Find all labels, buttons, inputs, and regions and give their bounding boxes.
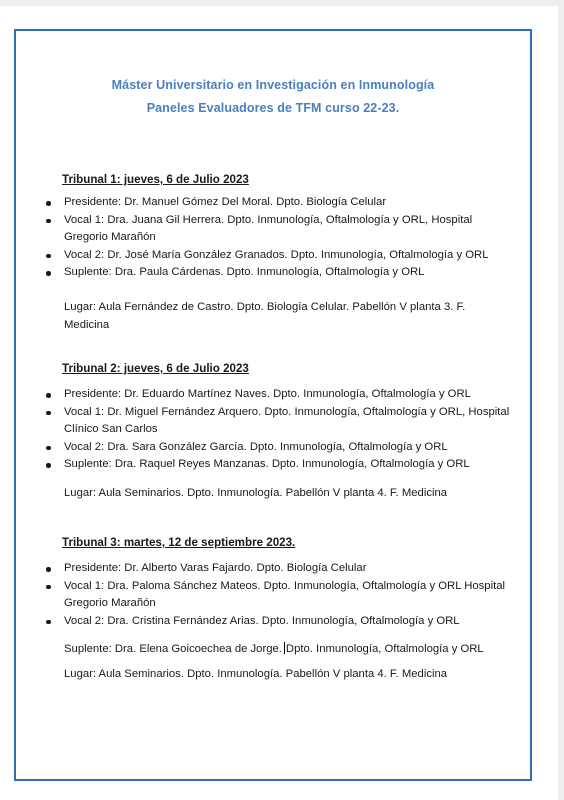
title-block xyxy=(16,74,530,120)
tribunal-1-heading: Tribunal 1: jueves, 6 de Julio 2023 xyxy=(62,173,249,186)
bullet-icon xyxy=(46,620,51,625)
bullet-icon xyxy=(46,567,51,572)
substitute-dept-text: Dpto. Inmunología, Oftalmología y ORL xyxy=(285,643,484,655)
member-text: Vocal 1: Dra. Juana Gil Herrera. Dpto. Inmunología, Oftalmología y ORL, Hospital Gregorio Marañón xyxy=(64,213,473,243)
member-text: Vocal 2: Dra. Sara González García. Dpto. Inmunología, Oftalmología y ORL xyxy=(64,440,448,453)
member-text: Vocal 1: Dr. Miguel Fernández Arquero. Dpto. Inmunología, Oftalmología y ORL, Hospital Clínico San Carlos xyxy=(64,405,510,435)
screen-edge-right xyxy=(558,0,564,800)
bullet-icon xyxy=(46,446,51,451)
substitute-text: Suplente: Dra. Elena Goicoechea de Jorge. xyxy=(64,643,282,655)
list-item xyxy=(16,386,530,404)
member-text: Vocal 1: Dra. Paloma Sánchez Mateos. Dpto. Inmunología, Oftalmología y ORL Hospital Gregorio Marañón xyxy=(64,579,506,609)
bullet-icon xyxy=(46,271,51,276)
tribunal-3-members xyxy=(16,560,530,630)
bullet-icon xyxy=(46,585,51,590)
bullet-icon xyxy=(46,219,51,224)
member-text: Suplente: Dra. Raquel Reyes Manzanas. Dpto. Inmunología, Oftalmología y ORL xyxy=(64,458,470,470)
member-text: Presidente: Dr. Manuel Gómez Del Moral. Dpto. Biología Celular xyxy=(64,196,387,208)
tribunal-2-location: Lugar: Aula Seminarios. Dpto. Inmunología. Pabellón V planta 4. F. Medicina xyxy=(64,487,448,499)
member-text: Presidente: Dr. Eduardo Martínez Naves. Dpto. Inmunología, Oftalmología y ORL xyxy=(64,388,471,400)
member-text: Suplente: Dra. Paula Cárdenas. Dpto. Inmunología, Oftalmología y ORL xyxy=(64,266,425,278)
member-text: Vocal 2: Dra. Cristina Fernández Arias. Dpto. Inmunología, Oftalmología y ORL xyxy=(64,614,460,627)
tribunal-3-substitute[interactable] xyxy=(64,641,512,659)
list-item xyxy=(16,264,530,282)
list-item xyxy=(16,578,530,613)
bullet-icon xyxy=(46,393,51,398)
screen-edge xyxy=(0,0,564,6)
tribunal-1-members xyxy=(16,194,530,282)
member-text: Presidente: Dr. Alberto Varas Fajardo. Dpto. Biología Celular xyxy=(64,562,367,574)
document-page xyxy=(14,29,532,781)
list-item xyxy=(16,560,530,578)
document-title-line2: Paneles Evaluadores de TFM curso 22-23. xyxy=(146,101,400,115)
bullet-icon xyxy=(46,254,51,259)
tribunal-1-location: Lugar: Aula Fernández de Castro. Dpto. Biología Celular. Pabellón V planta 3. F. Medicina xyxy=(64,301,466,331)
list-item xyxy=(16,194,530,212)
bullet-icon xyxy=(46,463,51,468)
list-item xyxy=(16,247,530,265)
tribunal-3-location: Lugar: Aula Seminarios. Dpto. Inmunología. Pabellón V planta 4. F. Medicina xyxy=(64,668,448,680)
bullet-icon xyxy=(46,201,51,206)
tribunal-2-heading: Tribunal 2: jueves, 6 de Julio 2023 xyxy=(62,362,249,375)
member-text: Vocal 2: Dr. José María González Granados. Dpto. Inmunología, Oftalmología y ORL xyxy=(64,248,489,261)
text-cursor xyxy=(284,642,285,654)
list-item xyxy=(16,212,530,247)
list-item xyxy=(16,404,530,439)
list-item xyxy=(16,456,530,474)
tribunal-3-heading: Tribunal 3: martes, 12 de septiembre 2023. xyxy=(62,536,296,549)
list-item xyxy=(16,439,530,457)
document-title-line1: Máster Universitario en Investigación en Inmunología xyxy=(111,78,435,92)
list-item xyxy=(16,613,530,631)
bullet-icon xyxy=(46,411,51,416)
tribunal-2-members xyxy=(16,386,530,474)
